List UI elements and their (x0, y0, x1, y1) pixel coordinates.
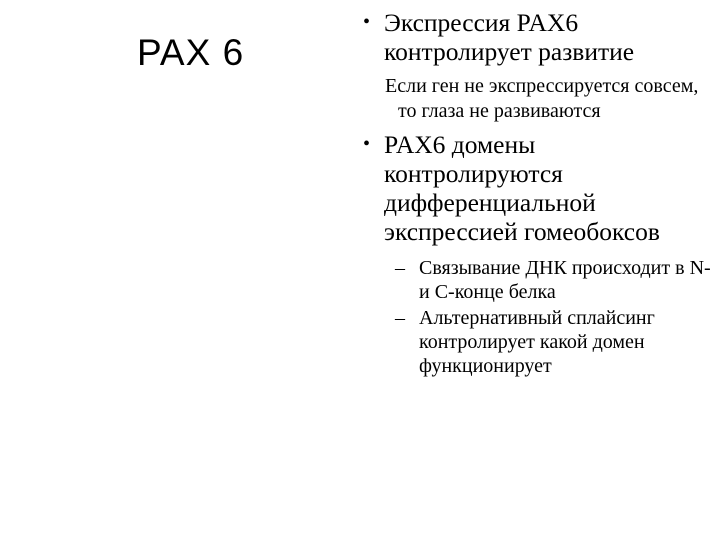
dash-icon: – (395, 257, 405, 279)
sub-item-dna-binding (340, 256, 715, 304)
sub-item-splicing (340, 306, 715, 378)
sub-item-text: Связывание ДНК происходит в N- и C-конце белка (419, 257, 711, 303)
bullet-icon: • (363, 133, 371, 155)
bullet-item-domains (340, 130, 715, 246)
bullet-text: PAX6 домены контролируются дифференциальной экспрессией гомеобоксов (384, 130, 660, 246)
bullet-text: Экспрессия PAX6 контролирует развитие (384, 8, 635, 66)
bullet-item-expression (340, 8, 715, 66)
slide-title: PAX 6 (137, 32, 245, 73)
bullet-icon: • (363, 11, 371, 33)
sub-item-text: Альтернативный сплайсинг контролирует какой домен функционирует (419, 307, 655, 377)
sub-item-no-expression: Если ген не экспрессируется совсем, то глаза не развиваются (385, 75, 699, 122)
dash-icon: – (395, 307, 405, 329)
slide-content (340, 8, 715, 378)
